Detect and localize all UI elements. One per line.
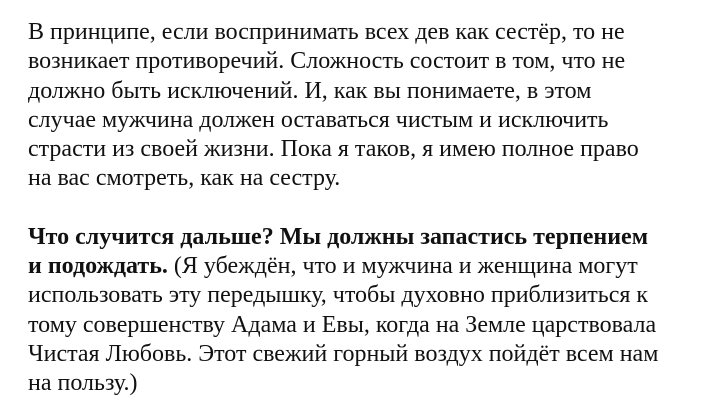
parenthetical-text: (Я убеждён, что и мужчина и женщина могут xyxy=(167,253,638,280)
paragraph-1 xyxy=(28,18,700,194)
text-line: страсти из своей жизни. Пока я таков, я имею полное право xyxy=(28,136,639,163)
bold-conclusion-text: и подождать. xyxy=(28,253,168,280)
text-line: Чистая Любовь. Этот свежий горный воздух пойдёт всем нам xyxy=(28,340,659,367)
text-line: тому совершенству Адама и Евы, когда на Земле царствовала xyxy=(28,311,657,338)
text-line: использовать эту передышку, чтобы духовно приблизиться к xyxy=(28,282,649,309)
text-line: В принципе, если воспринимать всех дев как сестёр, то не xyxy=(28,19,625,45)
text-line: на вас смотреть, как на сестру. xyxy=(28,165,341,192)
paragraph-2 xyxy=(28,223,700,399)
text-line: должно быть исключений. И, как вы понимаете, в этом xyxy=(28,77,592,104)
text-line: на пользу.) xyxy=(28,370,138,397)
text-line: случае мужчина должен оставаться чистым и исключить xyxy=(28,106,609,133)
bold-question-text: Что случится дальше? Мы должны запастись терпением xyxy=(28,223,649,250)
text-line: возникает противоречий. Сложность состоит в том, что не xyxy=(28,48,626,75)
document-body xyxy=(28,18,700,399)
